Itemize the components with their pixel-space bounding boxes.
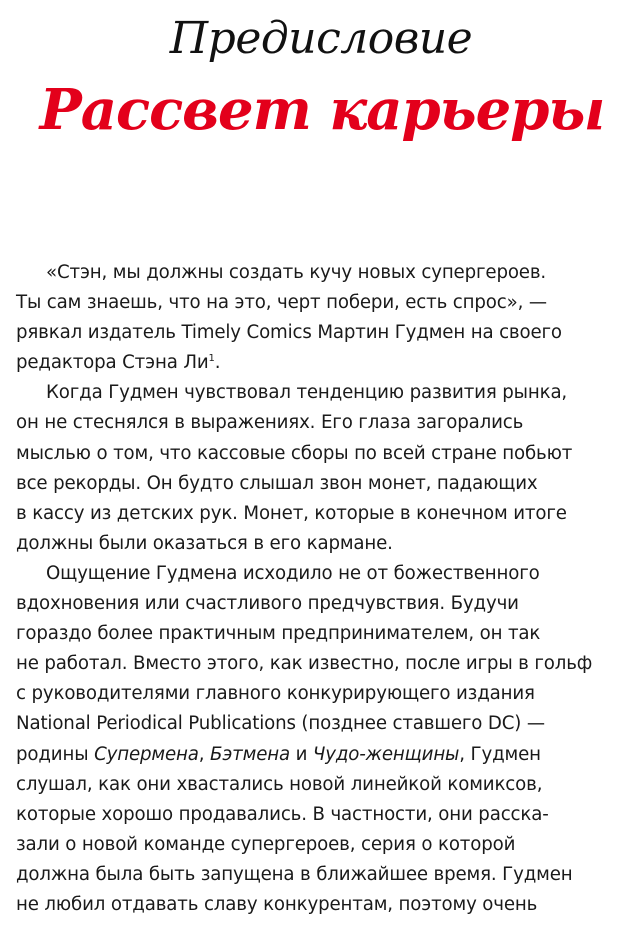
text-line: должна была быть запущена в ближайшее время. Гудмен — [16, 863, 573, 885]
italic-title: Чудо-женщины — [312, 743, 460, 765]
text-line: в кассу из детских рук. Монет, которые в конечном итоге — [16, 502, 567, 524]
chapter-header — [0, 6, 636, 148]
text-run: родины — [16, 743, 95, 765]
text-line — [16, 740, 626, 770]
text-line: гораздо более практичным предпринимателем, он так — [16, 623, 541, 645]
text-line: он не стеснялся в выражениях. Его глаза загорались — [16, 412, 524, 434]
text-line — [16, 348, 626, 378]
text-line: должны были оказаться в его кармане. — [16, 532, 393, 554]
footnote-marker[interactable]: 1 — [208, 353, 215, 365]
text-run: и — [289, 743, 313, 765]
text-line: не работал. Вместо этого, как известно, после игры в гольф — [16, 653, 593, 675]
text-line: которые хорошо продавались. В частности, они расска- — [16, 803, 549, 825]
section-kicker: Предисловие — [169, 13, 473, 64]
text-run: . — [214, 352, 221, 374]
text-line: Ощущение Гудмена исходило не от божественного — [46, 562, 540, 584]
italic-title: Супермена — [94, 743, 199, 765]
text-line: мыслью о том, что кассовые сборы по всей стране побьют — [16, 442, 573, 464]
text-line: не любил отдавать славу конкурентам, поэтому очень — [16, 893, 538, 915]
chapter-title: Рассвет карьеры — [39, 77, 605, 143]
text-line: слушал, как они хвастались новой линейкой комиксов, — [16, 773, 543, 795]
text-run: , Гудмен — [459, 743, 541, 765]
body-text — [16, 258, 626, 920]
text-line: Ты сам знаешь, что на это, черт побери, есть спрос», — — [16, 292, 547, 314]
text-run: , — [198, 743, 211, 765]
text-line: Когда Гудмен чувствовал тенденцию развития рынка, — [46, 382, 568, 404]
text-run: редактора Стэна Ли — [16, 352, 209, 374]
text-line: «Стэн, мы должны создать кучу новых супергероев. — [46, 262, 547, 283]
text-line: зали о новой команде супергероев, серия о которой — [16, 833, 516, 855]
text-line: с руководителями главного конкурирующего издания — [16, 683, 535, 705]
text-line: рявкал издатель Timely Comics Мартин Гудмен на своего — [16, 322, 562, 344]
text-line: National Periodical Publications (позднее ставшего DC) — — [16, 713, 545, 735]
text-line: все рекорды. Он будто слышал звон монет, падающих — [16, 472, 538, 494]
text-line: вдохновения или счастливого предчувствия. Будучи — [16, 593, 519, 615]
italic-title: Бэтмена — [210, 743, 290, 765]
